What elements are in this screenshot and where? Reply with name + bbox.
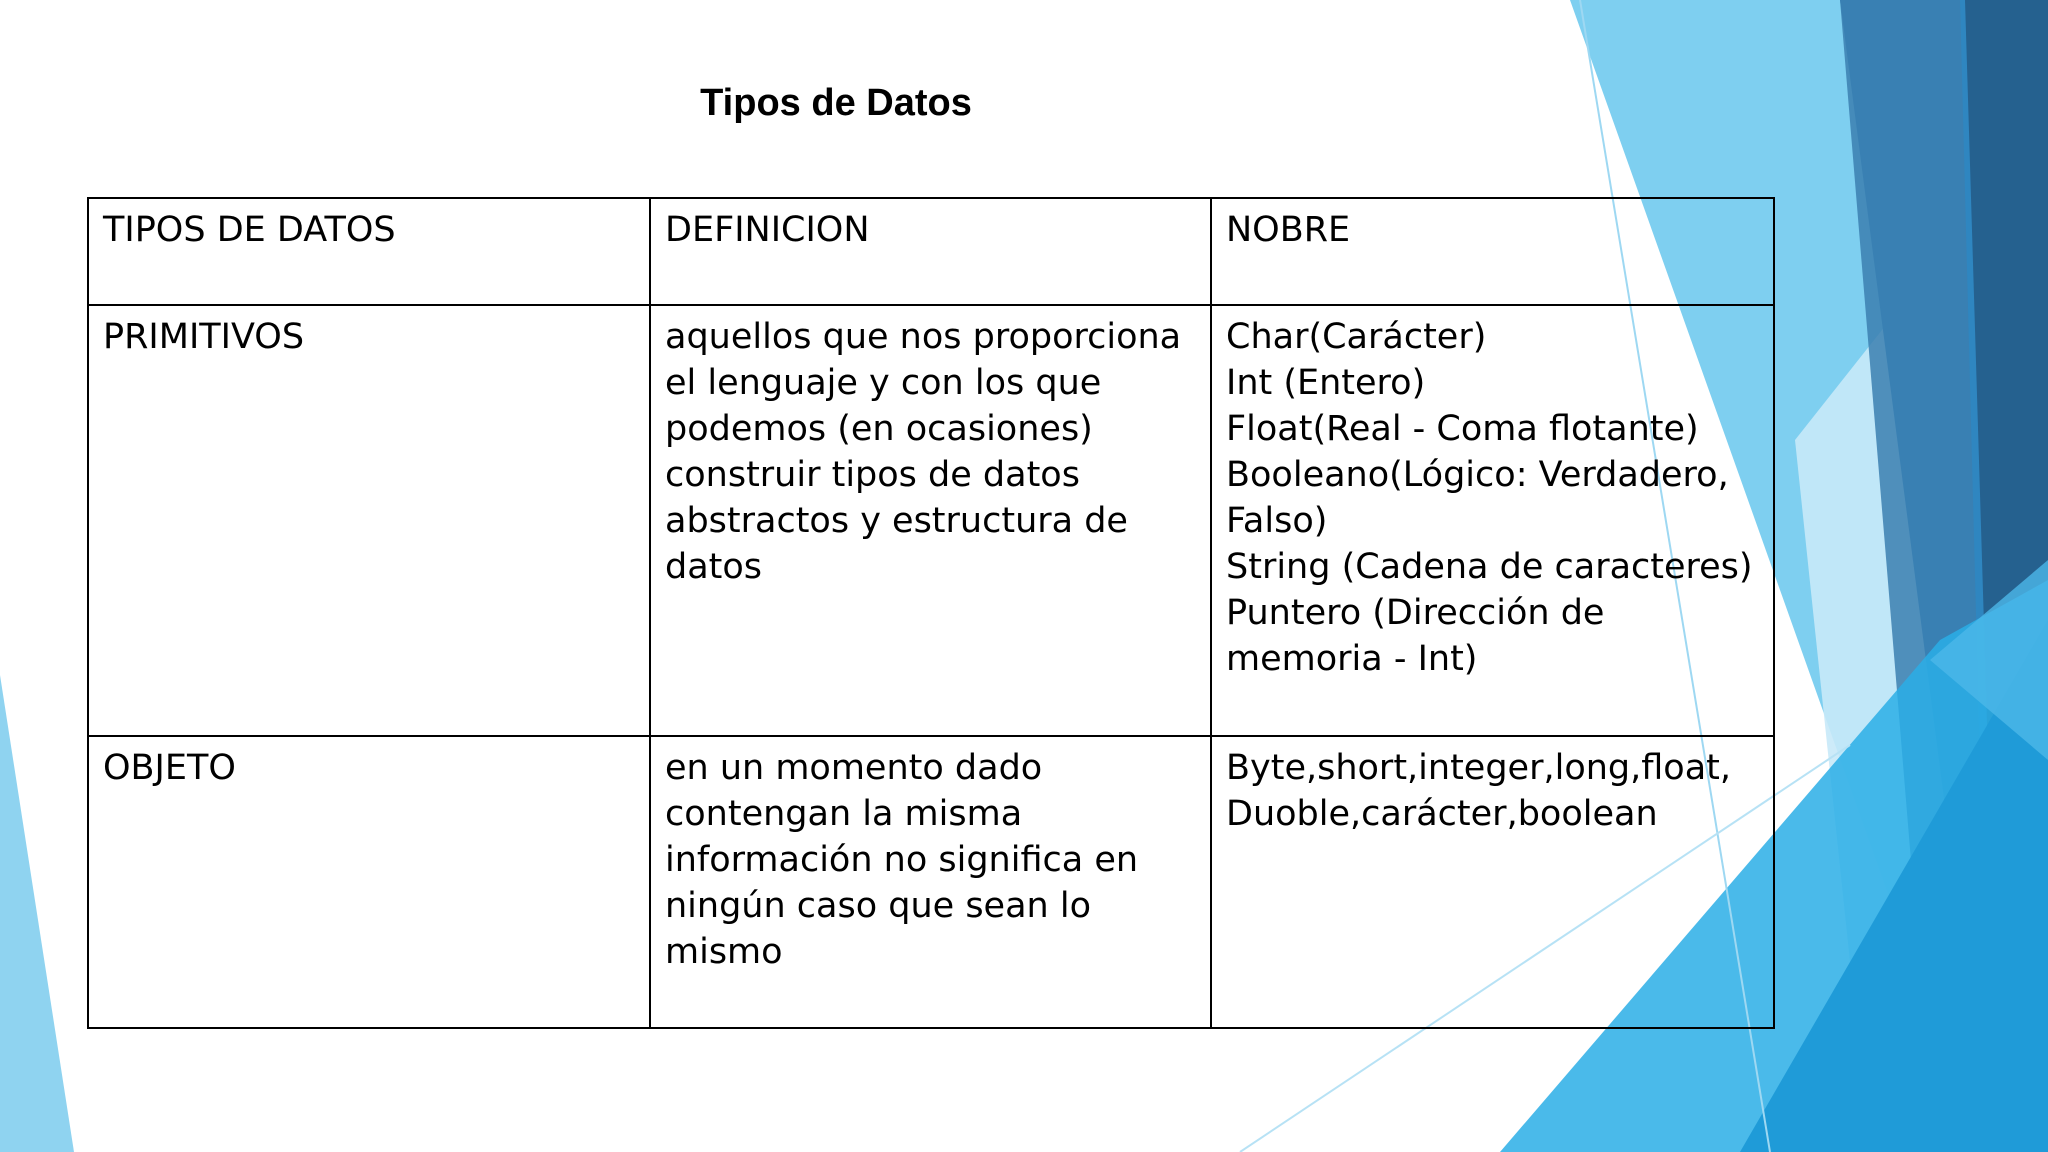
slide-title: Tipos de Datos [700,82,972,124]
cell-definition-primitivos: aquellos que nos proporciona el lenguaje y con los que podemos (en ocasiones) construir tipos de datos abstractos y estructura de datos [650,305,1211,736]
cell-type-objeto: OBJETO [88,736,650,1028]
header-cell-types: TIPOS DE DATOS [88,198,650,305]
table-header-row [88,198,1774,305]
header-cell-names: NOBRE [1211,198,1774,305]
data-types-table [87,197,1775,1029]
cell-names-objeto: Byte,short,integer,long,float, Duoble,carácter,boolean [1211,736,1774,1028]
cell-names-primitivos: Char(Carácter) Int (Entero) Float(Real - Coma flotante) Booleano(Lógico: Verdadero, Falso) String (Cadena de caracteres) Puntero (Dirección de memoria - Int) [1211,305,1774,736]
cell-definition-objeto: en un momento dado contengan la misma información no significa en ningún caso que sean lo mismo [650,736,1211,1028]
table-row [88,305,1774,736]
header-cell-definition: DEFINICION [650,198,1211,305]
bg-left-sliver [0,675,74,1152]
table-row [88,736,1774,1028]
cell-type-primitivos: PRIMITIVOS [88,305,650,736]
